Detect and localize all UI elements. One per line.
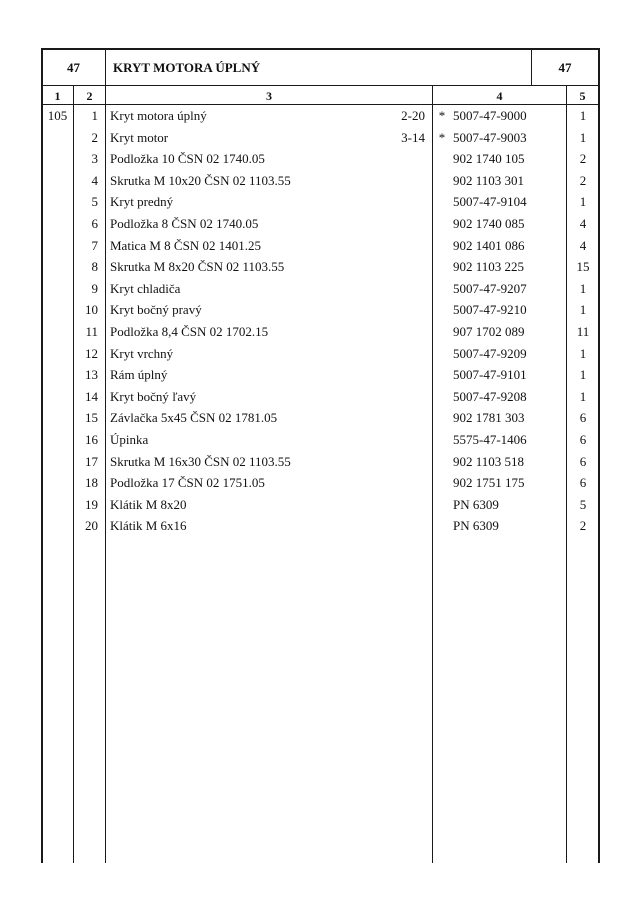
table-right-border (598, 48, 600, 863)
row-marker (437, 497, 447, 513)
row-quantity: 5 (579, 497, 587, 512)
row-part-number: 902 1103 225 (453, 259, 525, 274)
row-reference (378, 389, 425, 405)
row-part-number: 5007-47-9000 (453, 108, 527, 123)
row-item-number: 7 (91, 238, 98, 253)
position-number: 105 (47, 108, 68, 123)
section-number-right: 47 (558, 60, 572, 75)
row-part-number: 5007-47-9210 (453, 302, 527, 317)
row-description: Podložka 17 ČSN 02 1751.05 (110, 475, 265, 490)
row-quantity: 2 (579, 151, 587, 166)
row-description: Klátik M 6x16 (110, 518, 187, 533)
row-part-number: 902 1751 175 (453, 475, 525, 490)
section-number-left: 47 (67, 60, 80, 75)
row-quantity: 1 (579, 194, 587, 209)
row-quantity: 1 (579, 367, 587, 382)
row-description: Kryt motora úplný (110, 108, 207, 123)
row-marker (437, 432, 447, 448)
row-part-number: 5007-47-9208 (453, 389, 527, 404)
row-quantity: 6 (579, 432, 587, 447)
row-reference: 2-20 (401, 108, 425, 123)
col-divider-4 (566, 85, 567, 863)
row-marker (437, 410, 447, 426)
row-marker (437, 389, 447, 405)
row-part-number: 5007-47-9101 (453, 367, 527, 382)
row-marker (437, 238, 447, 254)
row-item-number: 8 (91, 259, 98, 274)
table-top-border (41, 48, 600, 50)
row-reference (378, 324, 425, 340)
row-part-number: 902 1740 105 (453, 151, 525, 166)
row-marker (437, 173, 447, 189)
row-marker (437, 259, 447, 275)
row-part-number: 5007-47-9003 (453, 130, 527, 145)
column-header-2: 2 (86, 89, 93, 103)
row-description: Podložka 8,4 ČSN 02 1702.15 (110, 324, 269, 339)
row-quantity: 4 (579, 238, 587, 253)
row-part-number: 5007-47-9207 (453, 281, 527, 296)
row-reference (378, 302, 425, 318)
row-marker (437, 454, 447, 470)
column-header-divider (41, 104, 600, 105)
row-description: Skrutka M 10x20 ČSN 02 1103.55 (110, 173, 291, 188)
row-item-number: 5 (91, 194, 98, 209)
row-reference (378, 497, 425, 513)
row-marker (437, 475, 447, 491)
row-reference (378, 410, 425, 426)
row-description: Závlačka 5x45 ČSN 02 1781.05 (110, 410, 278, 425)
row-description: Kryt vrchný (110, 346, 174, 361)
row-part-number: 5575-47-1406 (453, 432, 527, 447)
row-quantity: 11 (576, 324, 590, 339)
row-marker (437, 194, 447, 210)
row-item-number: 13 (85, 367, 98, 382)
row-reference (378, 475, 425, 491)
row-marker: * (438, 108, 446, 123)
row-item-number: 15 (85, 410, 98, 425)
row-quantity: 2 (579, 518, 587, 533)
row-marker (437, 346, 447, 362)
column-header-1: 1 (54, 89, 61, 103)
col-divider-2 (105, 85, 106, 863)
row-reference (378, 518, 425, 534)
row-item-number: 14 (85, 389, 98, 404)
row-reference (378, 151, 425, 167)
row-item-number: 6 (91, 216, 98, 231)
row-quantity: 1 (579, 108, 587, 123)
row-quantity: 1 (579, 346, 587, 361)
row-reference (378, 259, 425, 275)
column-header-5: 5 (579, 89, 586, 103)
row-description: Podložka 8 ČSN 02 1740.05 (110, 216, 259, 231)
row-item-number: 1 (91, 108, 98, 123)
row-description: Skrutka M 16x30 ČSN 02 1103.55 (110, 454, 291, 469)
row-item-number: 12 (85, 346, 98, 361)
row-part-number: 902 1740 085 (453, 216, 525, 231)
row-quantity: 6 (579, 410, 587, 425)
row-marker (437, 216, 447, 232)
column-header-4: 4 (496, 89, 503, 103)
row-marker (437, 302, 447, 318)
row-marker (437, 367, 447, 383)
row-marker (437, 324, 447, 340)
table-left-border (41, 48, 43, 863)
row-quantity: 2 (579, 173, 587, 188)
row-item-number: 4 (91, 173, 98, 188)
row-part-number: PN 6309 (453, 497, 499, 512)
row-reference (378, 432, 425, 448)
row-quantity: 1 (579, 281, 587, 296)
row-marker (437, 518, 447, 534)
row-reference: 3-14 (401, 130, 425, 145)
row-marker: * (438, 130, 446, 145)
row-part-number: PN 6309 (453, 518, 499, 533)
row-item-number: 11 (85, 324, 98, 339)
col-divider-3 (432, 85, 433, 863)
row-description: Rám úplný (110, 367, 168, 382)
row-reference (378, 281, 425, 297)
row-marker (437, 281, 447, 297)
row-description: Podložka 10 ČSN 02 1740.05 (110, 151, 265, 166)
row-quantity: 6 (579, 454, 587, 469)
page-title: KRYT MOTORA ÚPLNÝ (113, 60, 261, 75)
row-reference (378, 194, 425, 210)
row-description: Kryt bočný pravý (110, 302, 202, 317)
row-item-number: 17 (85, 454, 98, 469)
row-reference (378, 454, 425, 470)
col-divider-1 (73, 85, 74, 863)
row-reference (378, 173, 425, 189)
row-part-number: 902 1401 086 (453, 238, 525, 253)
row-item-number: 16 (85, 432, 98, 447)
row-quantity: 4 (579, 216, 587, 231)
column-header-3: 3 (266, 89, 272, 103)
row-reference (378, 367, 425, 383)
row-item-number: 20 (85, 518, 98, 533)
row-description: Úpinka (110, 432, 149, 447)
row-item-number: 19 (85, 497, 98, 512)
row-quantity: 1 (579, 130, 587, 145)
row-part-number: 5007-47-9104 (453, 194, 527, 209)
row-item-number: 10 (85, 302, 98, 317)
header-divider-left (105, 48, 106, 85)
row-description: Skrutka M 8x20 ČSN 02 1103.55 (110, 259, 285, 274)
row-item-number: 3 (91, 151, 98, 166)
row-quantity: 6 (579, 475, 587, 490)
row-quantity: 15 (576, 259, 590, 274)
row-part-number: 902 1103 301 (453, 173, 525, 188)
row-item-number: 18 (85, 475, 98, 490)
row-part-number: 5007-47-9209 (453, 346, 527, 361)
row-description: Kryt motor (110, 130, 169, 145)
row-item-number: 2 (91, 130, 98, 145)
row-marker (437, 151, 447, 167)
row-part-number: 902 1781 303 (453, 410, 525, 425)
row-description: Kryt predný (110, 194, 174, 209)
row-reference (378, 238, 425, 254)
row-description: Kryt bočný ľavý (110, 389, 197, 404)
row-item-number: 9 (91, 281, 98, 296)
row-part-number: 902 1103 518 (453, 454, 525, 469)
row-quantity: 1 (579, 389, 587, 404)
row-description: Kryt chladiča (110, 281, 181, 296)
row-description: Klátik M 8x20 (110, 497, 187, 512)
row-reference (378, 216, 425, 232)
header-divider (41, 85, 600, 86)
row-reference (378, 346, 425, 362)
row-part-number: 907 1702 089 (453, 324, 525, 339)
row-quantity: 1 (579, 302, 587, 317)
row-description: Matica M 8 ČSN 02 1401.25 (110, 238, 261, 253)
